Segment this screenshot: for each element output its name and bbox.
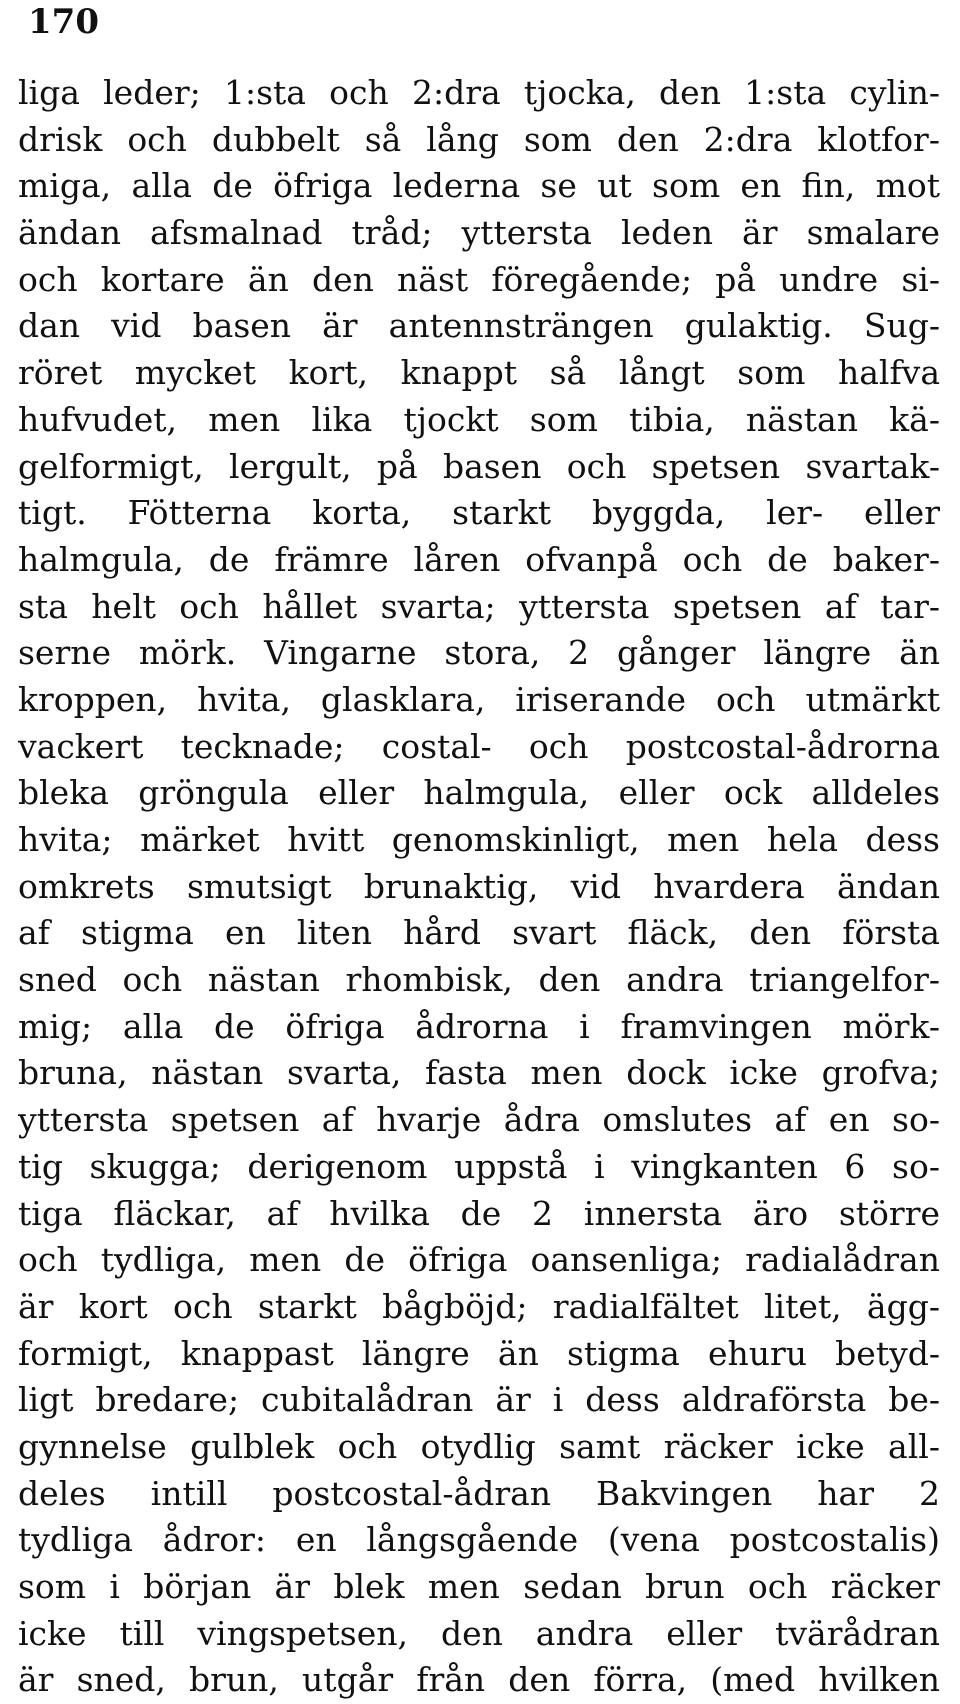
text-line: och kortare än den näst föregående; på undre si- [18,259,940,299]
text-line: tydliga ådror: en långsgående (vena postcostalis) [18,1520,940,1560]
text-line: bleka gröngula eller halmgula, eller ock alldeles [18,773,940,813]
text-line: omkrets smutsigt brunaktig, vid hvardera ändan [18,866,940,906]
text-line: vackert tecknade; costal- och postcostal-ådrorna [18,726,940,766]
text-line: sned och nästan rhombisk, den andra triangelfor- [18,960,940,1000]
text-line: deles intill postcostal-ådran Bakvingen har 2 [18,1473,940,1513]
text-line: miga, alla de öfriga lederna se ut som en fin, mot [18,166,940,206]
text-line: gelformigt, lergult, på basen och spetsen svartak- [18,446,940,486]
text-line: halmgula, de främre låren ofvanpå och de baker- [18,539,940,579]
text-line: är kort och starkt bågböjd; radialfältet litet, ägg- [18,1286,940,1326]
page-number: 170 [28,2,99,42]
text-line: bruna, nästan svarta, fasta men dock icke grofva; [18,1053,940,1093]
body-text [18,70,940,1704]
text-line: sta helt och hållet svarta; yttersta spetsen af tar- [18,586,940,626]
text-line: yttersta spetsen af hvarje ådra omslutes af en so- [18,1100,940,1140]
text-line: ligt bredare; cubitalådran är i dess aldraförsta be- [18,1380,940,1420]
text-line: liga leder; 1:sta och 2:dra tjocka, den 1:sta cylin- [18,73,940,112]
text-line: icke till vingspetsen, den andra eller tvärådran [18,1613,940,1653]
text-line: kroppen, hvita, glasklara, iriserande och utmärkt [18,679,940,719]
text-line: serne mörk. Vingarne stora, 2 gånger längre än [18,633,940,673]
text-line: dan vid basen är antennsträngen gulaktig. Sug- [18,306,940,346]
text-line: är sned, brun, utgår från den förra, (med hvilken [18,1660,940,1700]
text-line: hvita; märket hvitt genomskinligt, men hela dess [18,820,940,859]
text-line: drisk och dubbelt så lång som den 2:dra klotfor- [18,119,940,159]
text-line: tig skugga; derigenom uppstå i vingkanten 6 so- [18,1146,940,1186]
text-line: röret mycket kort, knappt så långt som halfva [18,353,940,393]
text-line: och tydliga, men de öfriga oansenliga; radialådran [18,1240,940,1280]
text-line: hufvudet, men lika tjockt som tibia, nästan kä- [18,399,940,439]
text-line: tiga fläckar, af hvilka de 2 innersta äro större [18,1193,940,1233]
text-line: af stigma en liten hård svart fläck, den första [18,913,940,953]
text-line: tigt. Fötterna korta, starkt byggda, ler- eller [18,493,940,533]
text-line: mig; alla de öfriga ådrorna i framvingen mörk- [18,1006,940,1046]
text-line: ändan afsmalnad tråd; yttersta leden är smalare [18,213,940,253]
text-line: gynnelse gulblek och otydlig samt räcker icke all- [18,1426,940,1466]
text-line: som i början är blek men sedan brun och räcker [18,1567,940,1606]
text-line: formigt, knappast längre än stigma ehuru betyd- [18,1333,940,1373]
